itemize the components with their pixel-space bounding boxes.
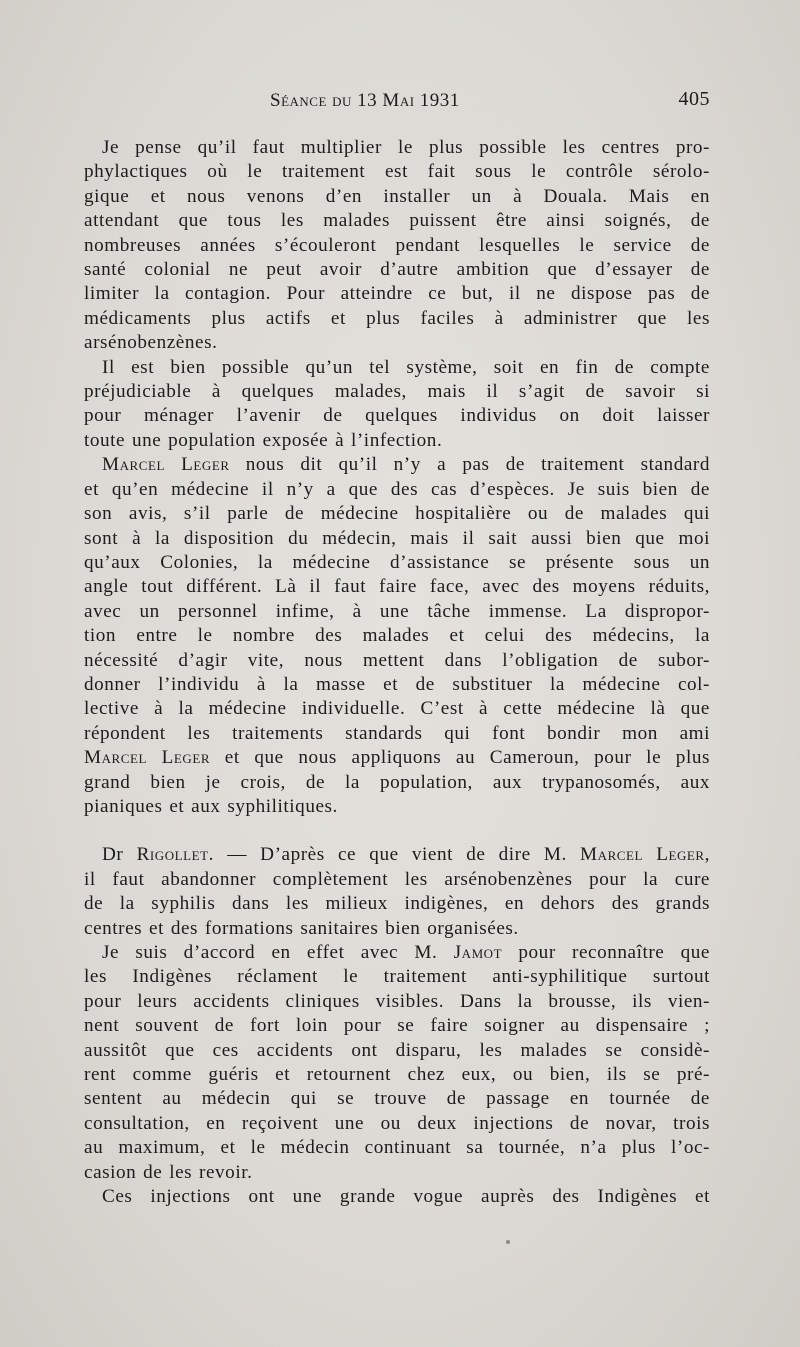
text-line: pour leurs accidents cliniques visibles. Dans la brousse, ils vien- [84,990,710,1012]
text-line: phylactiques où le traitement est fait sous le contrôle sérolo- [84,161,710,183]
text-line: pianiques et aux syphilitiques. [84,795,338,817]
text-line: nombreuses années s’écouleront pendant lesquelles le service de [84,234,710,256]
person-name: Jamot [453,942,503,963]
running-title: Séance du 13 Mai 1931 [270,90,460,111]
person-name: Marcel Leger [84,747,211,769]
text-line: avec un personnel infime, à une tâche immense. La dispropor- [84,600,710,622]
text-fragment: Je suis d’accord en effet avec M. [102,942,438,963]
text-line: toute une population exposée à l’infection. [84,429,443,451]
paragraph-gap [84,819,710,843]
text-fragment: — D’après ce que vient de dire M. [227,844,567,866]
text-line: rent comme guéris et retournent chez eux, ou bien, ils se pré- [84,1064,710,1086]
text-fragment: nous dit qu’il n’y a pas de traitement standard [245,454,710,476]
text-line: son avis, s’il parle de médecine hospitalière ou de malades qui [84,503,710,525]
text-line: Je pense qu’il faut multiplier le plus possible les centres pro- [102,137,710,158]
text-line: les Indigènes réclament le traitement anti-syphilitique surtout [84,966,710,988]
speaker-name: Marcel Leger [102,454,230,476]
text-line: nécessité d’agir vite, nous mettent dans l’obligation de subor- [84,649,710,671]
text-line: Ces injections ont une grande vogue auprès des Indigènes et [102,1186,710,1208]
text-line [84,453,710,477]
text-line: lective à la médecine individuelle. C’est à cette médecine là que [84,698,710,720]
page-number: 405 [678,88,710,110]
text-line: répondent les traitements standards qui font bondir mon ami [84,722,710,744]
text-line: et qu’en médecine il n’y a que des cas d’espèces. Je suis bien de [84,478,710,500]
text-line [84,941,710,965]
text-line: de la syphilis dans les milieux indigènes, en dehors des grands [84,893,710,915]
text-line: limiter la contagion. Pour atteindre ce but, il ne dispose pas de [84,283,710,305]
text-line: sentent au médecin qui se trouve de passage en tournée de [84,1088,710,1110]
text-line: arsénobenzènes. [84,332,218,354]
title-abbrev: Dr [102,844,124,866]
text-line: qu’aux Colonies, la médecine d’assistance se présente sous un [84,551,710,573]
text-line: Dr Rigollet. — D’après ce que vient de dire M. Marcel Leger, [102,844,710,866]
text-line: santé colonial ne peut avoir d’autre ambition que d’essayer de [84,259,710,281]
text-line: casion de les revoir. [84,1161,253,1183]
speaker-name: Rigollet. [136,844,214,866]
person-name: Marcel Leger [580,844,705,866]
text-line: sont à la disposition du médecin, mais il sait aussi bien que moi [84,527,710,549]
text-line: angle tout différent. Là il faut faire face, avec des moyens réduits, [84,576,710,598]
text-line: Il est bien possible qu’un tel système, soit en fin de compte [102,356,710,378]
text-fragment: pour reconnaître que [518,942,710,963]
page-header [80,86,720,116]
text-line [84,746,710,770]
text-line: au maximum, et le médecin continuant sa tournée, n’a plus l’oc- [84,1137,710,1159]
text-line: consultation, en reçoivent une ou deux injections de novar, trois [84,1112,710,1134]
body-text [84,136,710,1209]
ink-speck [506,1240,510,1244]
text-line: centres et des formations sanitaires bien organisées. [84,917,519,939]
text-line: attendant que tous les malades puissent être ainsi soignés, de [84,210,710,232]
text-line: tion entre le nombre des malades et celui des médecins, la [84,625,710,647]
text-line: donner l’individu à la masse et de substituer la médecine col- [84,673,710,695]
text-line: il faut abandonner complètement les arsénobenzènes pour la cure [84,868,710,890]
text-line: préjudiciable à quelques malades, mais il s’agit de savoir si [84,381,710,403]
text-line: aussitôt que ces accidents ont disparu, les malades se considè- [84,1039,710,1061]
text-line: gique et nous venons d’en installer un à Douala. Mais en [84,185,710,207]
text-line: grand bien je crois, de la population, aux trypanosomés, aux [84,771,710,793]
text-line: médicaments plus actifs et plus faciles à administrer que les [84,307,710,329]
text-fragment: et que nous appliquons au Cameroun, pour le plus [224,747,710,769]
text-line: nent souvent de fort loin pour se faire soigner au dispensaire ; [84,1015,710,1037]
text-line: pour ménager l’avenir de quelques individus on doit laisser [84,405,710,427]
